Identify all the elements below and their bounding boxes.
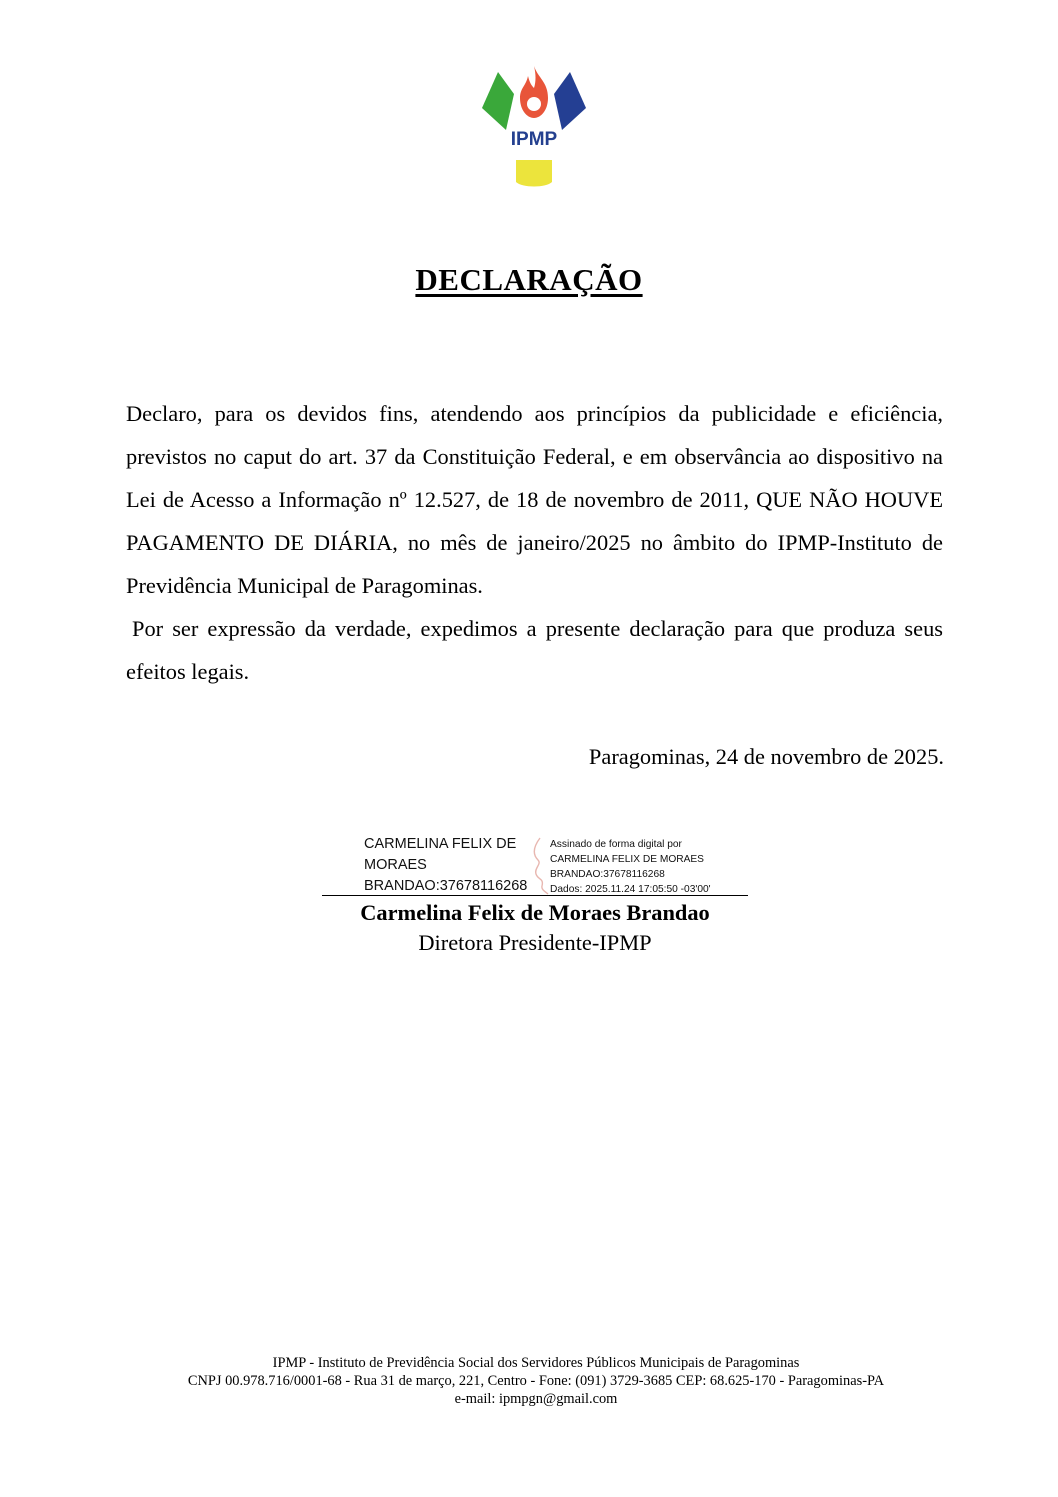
ipmp-logo: [478, 64, 590, 190]
signature-name-line: CARMELINA FELIX DE: [364, 836, 517, 852]
signer-role: Diretora Presidente-IPMP: [418, 930, 652, 955]
footer-address: CNPJ 00.978.716/0001-68 - Rua 31 de março, 221, Centro - Fone: (091) 3729-3685 CEP: 68.625-170 - Paragominas-PA: [187, 1373, 885, 1389]
signature-detail-line: Assinado de forma digital por: [550, 839, 682, 850]
signature-name-line: MORAES: [364, 857, 427, 873]
signature-detail-line: BRANDAO:37678116268: [550, 869, 665, 880]
declaration-paragraph-2: Por ser expressão da verdade, expedimos a presente declaração para que produza seus efeitos legais.: [126, 616, 943, 684]
logo-green-shape: [482, 72, 514, 130]
declaration-paragraph-1: Declaro, para os devidos fins, atendendo aos princípios da publicidade e eficiência, previstos no caput do art. 37 da Constituição Federal, e em observância ao dispositivo na Lei de Acesso a Informação nº 12.527, de 18 de novembro de 2011, QUE NÃO HOUVE PAGAMENTO DE DIÁRIA, no mês de janeiro/2025 no âmbito do IPMP-Instituto de Previdência Municipal de Paragominas.: [126, 401, 943, 598]
signature-detail-line: Dados: 2025.11.24 17:05:50 -03'00': [550, 884, 711, 895]
signature-details: [550, 837, 711, 897]
signer-name: Carmelina Felix de Moraes Brandao: [360, 900, 710, 925]
signature-name: [364, 834, 550, 897]
logo-blue-shape: [554, 72, 586, 130]
logo-yellow-base: [516, 160, 552, 187]
declaration-body: [126, 392, 943, 693]
document-title: DECLARAÇÃO: [415, 262, 643, 297]
footer-email: e-mail: ipmpgn@gmail.com: [454, 1391, 618, 1407]
logo-text: IPMP: [510, 129, 558, 150]
signature-detail-line: CARMELINA FELIX DE MORAES: [550, 854, 704, 865]
logo-flame-core: [527, 97, 541, 111]
signature-line: [322, 895, 748, 896]
place-and-date: Paragominas, 24 de novembro de 2025.: [588, 744, 944, 769]
page-footer: [0, 1354, 1058, 1408]
footer-institution: IPMP - Instituto de Previdência Social dos Servidores Públicos Municipais de Paragominas: [272, 1355, 800, 1371]
digital-signature-stamp: [322, 832, 748, 898]
signature-scribble-icon: [528, 834, 550, 896]
signature-name-line: BRANDAO:37678116268: [364, 878, 528, 894]
